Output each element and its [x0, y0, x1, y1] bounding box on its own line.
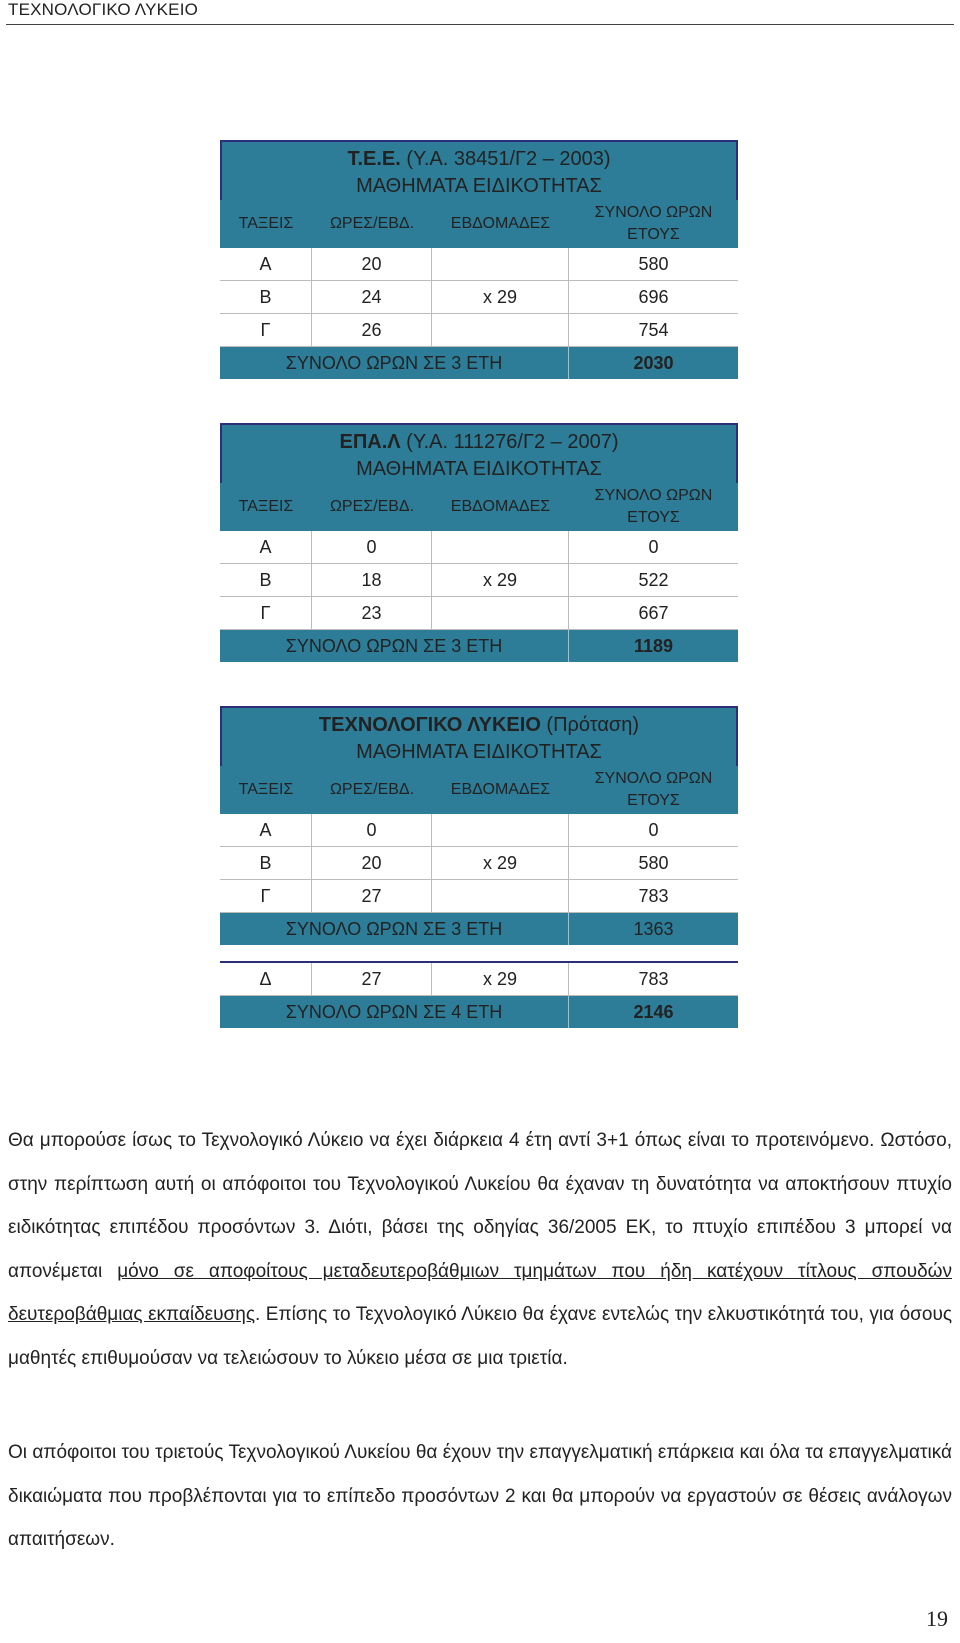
table-header-row [220, 200, 738, 248]
cell-class: Β [220, 564, 312, 596]
paragraph-text: . Επίσης το Τεχνολογικό Λύκειο θα έχανε εντελώς την ελκυστικότητά του, για όσους μαθητές επιθυμούσαν να τελειώσουν το λύκειο μέσα σε μια τριετία. [8, 1304, 952, 1369]
body-paragraph-1 [8, 1119, 952, 1380]
body-paragraph-2: Οι απόφοιτοι του τριετούς Τεχνολογικού Λυκείου θα έχουν την επαγγελματική επάρκεια και όλα τα επαγγελματικά δικαιώματα που προβλέπονται για το επίπεδο προσόντων 2 και θα μπορούν να εργαστούν σε θέσεις ανάλογων απαιτήσεων. [8, 1442, 952, 1550]
table-title-rest: (Υ.Α. 111276/Γ2 – 2007) [400, 431, 619, 453]
table-title-rest: (Υ.Α. 38451/Γ2 – 2003) [400, 148, 611, 170]
table-title-bold: ΤΕΧΝΟΛΟΓΙΚΟ ΛΥΚΕΙΟ [318, 714, 541, 736]
paragraph-text: Θα μπορούσε ίσως το Τεχνολογικό Λύκειο να έχει διάρκεια 4 έτη αντί 3+1 όπως είναι το προτεινόμενο. Ωστόσο, στην περίπτωση αυτή οι απόφοιτοι του Τεχνολογικού Λυκείου θα έχαναν τη δυνατότητα να αποκτήσουν πτυχίο ειδικότητας επιπέδου προσόντων 3. Διότι, βάσει της οδηγίας 36/2005 ΕΚ, το πτυχίο επιπέδου 3 μπορεί να απονέμεται [8, 1130, 952, 1282]
cell-class: Α [220, 248, 312, 280]
cell-class: Α [220, 814, 312, 846]
cell-weeks: x 29 [432, 963, 569, 995]
table-total-row [220, 347, 738, 379]
cell-class: Α [220, 531, 312, 563]
cell-weeks [432, 314, 569, 346]
cell-hours: 23 [312, 597, 432, 629]
cell-hours: 26 [312, 314, 432, 346]
total-value: 2030 [633, 352, 674, 373]
table-row [220, 847, 738, 880]
cell-weeks [432, 531, 569, 563]
table-total-row [220, 913, 738, 945]
cell-weeks [432, 880, 569, 912]
cell-weeks [432, 248, 569, 280]
cell-total: 667 [638, 602, 669, 623]
table-row [220, 814, 738, 847]
cell-total: 0 [648, 819, 659, 840]
total-value: 1189 [633, 635, 674, 656]
cell-weeks [432, 814, 569, 846]
cell-class: Γ [220, 314, 312, 346]
table-subtitle: ΜΑΘΗΜΑΤΑ ΕΙΔΙΚΟΤΗΤΑΣ [356, 458, 602, 480]
cell-hours: 0 [312, 814, 432, 846]
col-header-hours: ΩΡΕΣ/ΕΒΔ. [329, 498, 415, 515]
cell-hours: 20 [312, 248, 432, 280]
table-total-row [220, 996, 738, 1028]
col-header-hours: ΩΡΕΣ/ΕΒΔ. [329, 215, 415, 232]
total-label: ΣΥΝΟΛΟ ΩΡΩΝ ΣΕ 3 ΕΤΗ [220, 347, 569, 379]
table-title-rest: (Πρόταση) [540, 714, 640, 736]
total-value: 2146 [633, 1001, 674, 1022]
table-tee [220, 140, 738, 379]
cell-hours: 24 [312, 281, 432, 313]
table-row [220, 564, 738, 597]
cell-total: 696 [638, 286, 669, 307]
table-total-row [220, 630, 738, 662]
table-subtitle: ΜΑΘΗΜΑΤΑ ΕΙΔΙΚΟΤΗΤΑΣ [356, 175, 602, 197]
underlined-text: μόνο σε αποφοίτους μεταδευτεροβάθμιων τμημάτων που ήδη κατέχουν τίτλους σπουδών δευτεροβάθμιας εκπαίδευσης [8, 1260, 953, 1325]
col-header-total: ΣΥΝΟΛΟ ΩΡΩΝ ΕΤΟΥΣ [594, 487, 713, 526]
table-row [220, 531, 738, 564]
running-header: ΤΕΧΝΟΛΟΓΙΚΟ ΛΥΚΕΙΟ [8, 0, 199, 19]
table-proposal [220, 706, 738, 945]
cell-hours: 18 [312, 564, 432, 596]
total-label: ΣΥΝΟΛΟ ΩΡΩΝ ΣΕ 3 ΕΤΗ [220, 630, 569, 662]
table-subtitle: ΜΑΘΗΜΑΤΑ ΕΙΔΙΚΟΤΗΤΑΣ [356, 741, 602, 763]
cell-class: Β [220, 847, 312, 879]
cell-weeks: x 29 [432, 281, 569, 313]
table-epal [220, 423, 738, 662]
table-header-row [220, 766, 738, 814]
table-row [220, 963, 738, 996]
total-label: ΣΥΝΟΛΟ ΩΡΩΝ ΣΕ 3 ΕΤΗ [220, 913, 569, 945]
col-header-hours: ΩΡΕΣ/ΕΒΔ. [329, 781, 415, 798]
table-title [220, 706, 738, 766]
cell-total: 580 [638, 852, 669, 873]
total-value: 1363 [633, 918, 674, 939]
cell-weeks [432, 597, 569, 629]
table-title [220, 423, 738, 483]
cell-total: 580 [638, 253, 669, 274]
cell-total: 783 [638, 885, 669, 906]
table-row [220, 314, 738, 347]
table-proposal-extension [220, 961, 738, 1028]
cell-class: Γ [220, 880, 312, 912]
table-title-bold: ΕΠΑ.Λ [339, 431, 401, 453]
col-header-classes: ΤΑΞΕΙΣ [238, 215, 294, 232]
col-header-total: ΣΥΝΟΛΟ ΩΡΩΝ ΕΤΟΥΣ [594, 770, 713, 809]
cell-hours: 27 [312, 963, 432, 995]
col-header-weeks: ΕΒΔΟΜΑΔΕΣ [450, 781, 551, 798]
table-title-bold: Τ.Ε.Ε. [347, 148, 401, 170]
cell-hours: 27 [312, 880, 432, 912]
cell-total: 0 [648, 536, 659, 557]
cell-weeks: x 29 [432, 847, 569, 879]
table-row [220, 880, 738, 913]
cell-total: 522 [638, 569, 669, 590]
cell-total: 783 [638, 968, 669, 989]
table-title [220, 140, 738, 200]
col-header-classes: ΤΑΞΕΙΣ [238, 498, 294, 515]
cell-weeks: x 29 [432, 564, 569, 596]
col-header-weeks: ΕΒΔΟΜΑΔΕΣ [450, 498, 551, 515]
page-number: 19 [926, 1606, 948, 1631]
cell-class: Γ [220, 597, 312, 629]
table-row [220, 281, 738, 314]
header-rule [6, 24, 954, 25]
cell-hours: 0 [312, 531, 432, 563]
cell-class: Δ [220, 963, 312, 995]
cell-class: Β [220, 281, 312, 313]
cell-hours: 20 [312, 847, 432, 879]
col-header-classes: ΤΑΞΕΙΣ [238, 781, 294, 798]
total-label: ΣΥΝΟΛΟ ΩΡΩΝ ΣΕ 4 ΕΤΗ [220, 996, 569, 1028]
col-header-weeks: ΕΒΔΟΜΑΔΕΣ [450, 215, 551, 232]
table-header-row [220, 483, 738, 531]
table-row [220, 597, 738, 630]
cell-total: 754 [638, 319, 669, 340]
table-row [220, 248, 738, 281]
col-header-total: ΣΥΝΟΛΟ ΩΡΩΝ ΕΤΟΥΣ [594, 204, 713, 243]
